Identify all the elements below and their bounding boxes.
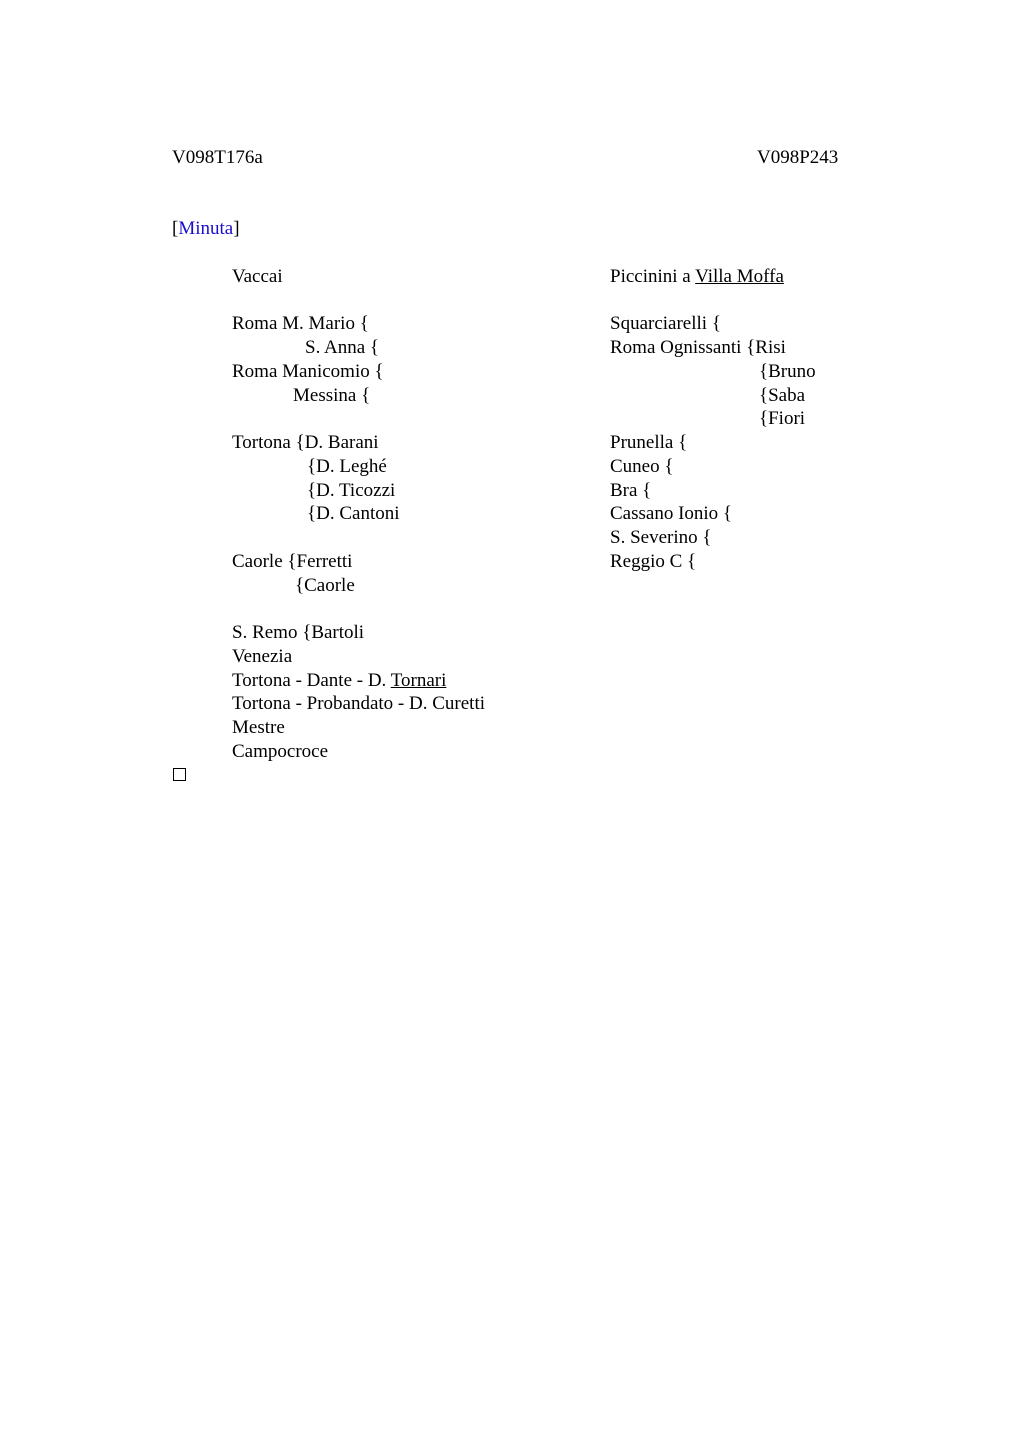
left-line: Venezia xyxy=(232,646,293,667)
left-line: S. Remo {Bartoli xyxy=(232,622,365,643)
right-column-title xyxy=(610,265,784,289)
left-line: Caorle {Ferretti xyxy=(232,551,353,572)
right-line: Squarciarelli { xyxy=(610,313,721,334)
tornari-underlined: Tornari xyxy=(390,670,447,691)
header-right-code: V098P243 xyxy=(757,147,839,168)
tortona-dante-prefix: Tortona - Dante - D. xyxy=(232,670,391,691)
left-line: {D. Cantoni xyxy=(307,503,400,524)
empty-checkbox-icon xyxy=(173,768,186,781)
left-line: S. Anna { xyxy=(305,337,380,358)
right-line: Cuneo { xyxy=(610,456,674,477)
right-line: {Fiori xyxy=(759,408,806,429)
right-line: S. Severino { xyxy=(610,527,712,548)
minuta-link[interactable]: Minuta xyxy=(178,218,234,239)
left-line: Campocroce xyxy=(232,741,329,762)
left-column-title: Vaccai xyxy=(232,266,283,287)
villa-moffa-underlined: Villa Moffa xyxy=(695,266,784,287)
right-line: Bra { xyxy=(610,480,652,501)
left-line: Mestre xyxy=(232,717,285,738)
left-line: {Caorle xyxy=(295,575,355,596)
header-left-code: V098T176a xyxy=(172,147,263,168)
left-line: Tortona {D. Barani xyxy=(232,432,379,453)
left-line: {D. Ticozzi xyxy=(307,480,396,501)
minuta-tag xyxy=(172,217,240,241)
left-line: {D. Leghé xyxy=(307,456,387,477)
right-line: {Bruno xyxy=(759,361,816,382)
left-line: Tortona - Probandato - D. Curetti xyxy=(232,693,486,714)
right-line: Reggio C { xyxy=(610,551,697,572)
right-line: Prunella { xyxy=(610,432,688,453)
left-line: Roma M. Mario { xyxy=(232,313,369,334)
open-bracket: [ xyxy=(172,218,179,239)
left-line-tortona-dante xyxy=(232,669,446,693)
right-line: Roma Ognissanti {Risi xyxy=(610,337,786,358)
left-line: Roma Manicomio { xyxy=(232,361,384,382)
right-title-prefix: Piccinini a xyxy=(610,266,696,287)
right-line: Cassano Ionio { xyxy=(610,503,733,524)
close-bracket: ] xyxy=(233,218,240,239)
right-line: {Saba xyxy=(759,385,806,406)
left-line: Messina { xyxy=(293,385,371,406)
